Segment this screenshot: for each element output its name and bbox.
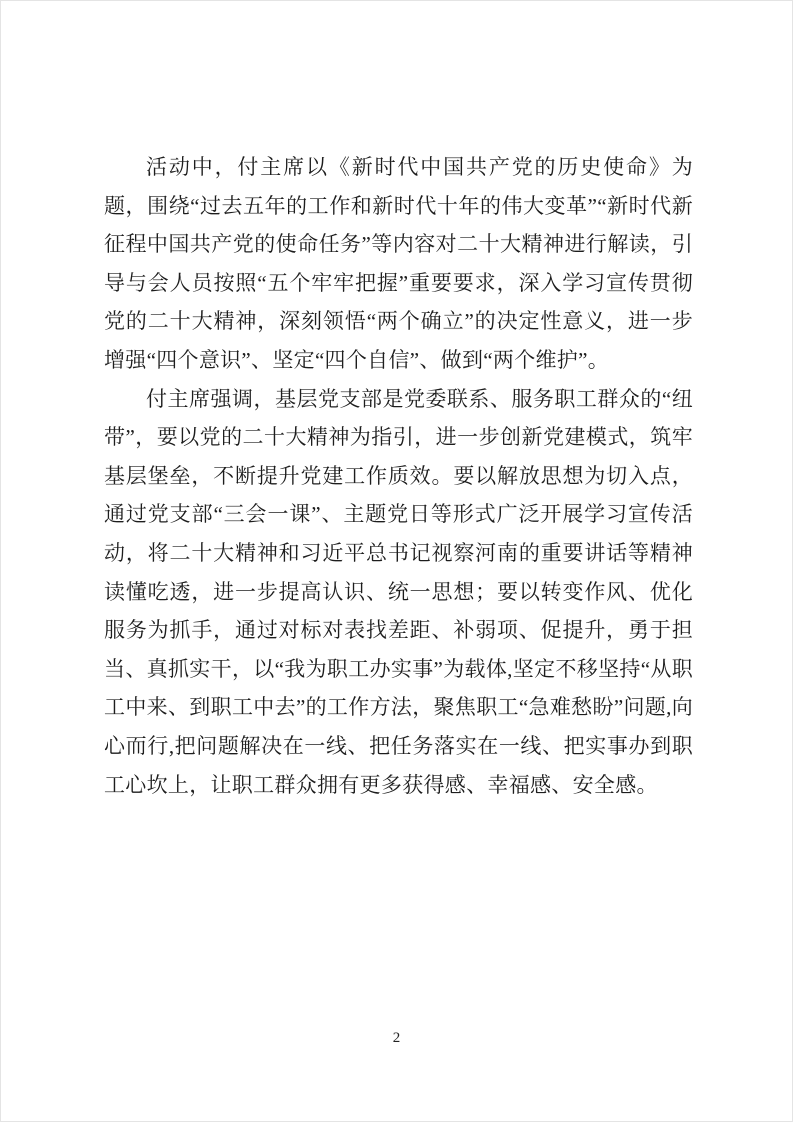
page-number: 2 — [392, 1030, 401, 1046]
page-footer — [1, 1029, 792, 1047]
document-content — [104, 148, 693, 804]
paragraph-1: 活动中，付主席以《新时代中国共产党的历史使命》为题，围绕“过去五年的工作和新时代十年的伟大变革”“新时代新征程中国共产党的使命任务”等内容对二十大精神进行解读，引导与会人员按照“五个牢牢把握”重要要求，深入学习宣传贯彻党的二十大精神，深刻领悟“两个确立”的决定性意义，进一步增强“四个意识”、坚定“四个自信”、做到“两个维护”。 — [104, 155, 693, 372]
paragraph-2: 付主席强调，基层党支部是党委联系、服务职工群众的“纽带”，要以党的二十大精神为指引，进一步创新党建模式，筑牢基层堡垒，不断提升党建工作质效。要以解放思想为切入点，通过党支部“三会一课”、主题党日等形式广泛开展学习宣传活动，将二十大精神和习近平总书记视察河南的重要讲话等精神读懂吃透，进一步提高认识、统一思想；要以转变作风、优化服务为抓手，通过对标对表找差距、补弱项、促提升，勇于担当、真抓实干，以“我为职工办实事”为载体,坚定不移坚持“从职工中来、到职工中去”的工作方法，聚焦职工“急难愁盼”问题,向心而行,把问题解决在一线、把任务落实在一线、把实事办到职工心坎上，让职工群众拥有更多获得感、幸福感、安全感。 — [104, 386, 693, 797]
